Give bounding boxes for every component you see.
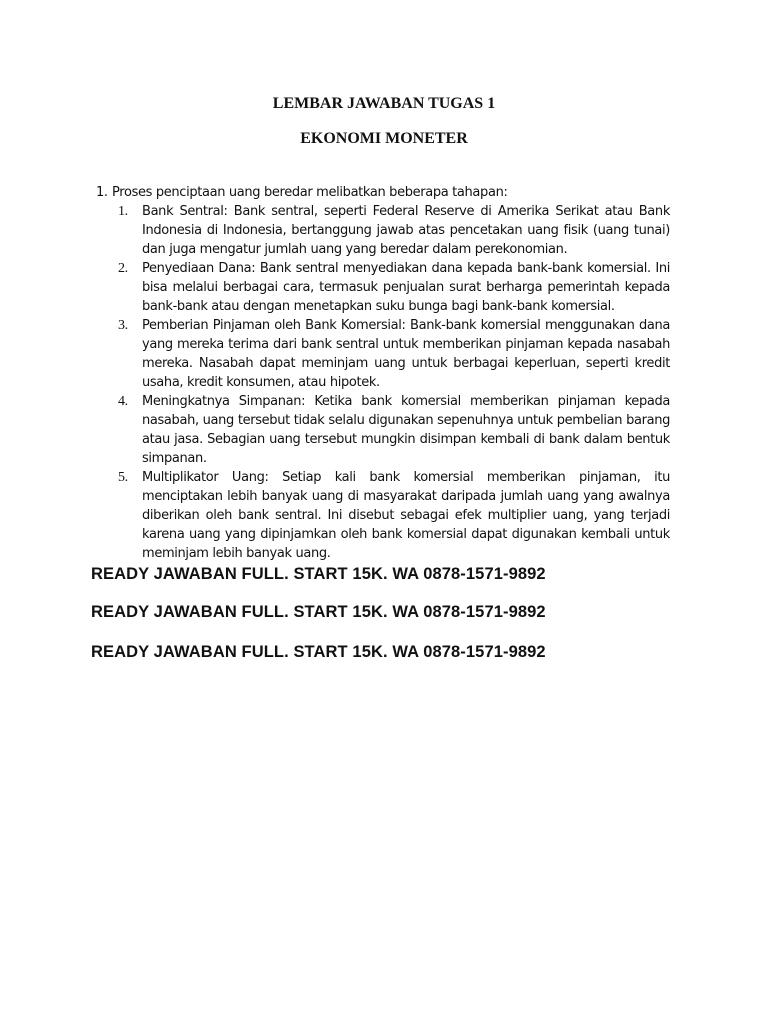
list-item-number: 4. [118,394,128,409]
list-item-text: Meningkatnya Simpanan: Ketika bank komersial memberikan pinjaman kepada nasabah, uang tersebut tidak selalu digunakan sepenuhnya untuk pembelian barang atau jasa. Sebagian uang tersebut mungkin disimpan kembali di bank dalam bentuk simpanan. [142,394,670,466]
promo-line-3: READY JAWABAN FULL. START 15K. WA 0878-1571-9892 [91,643,546,661]
question-1-heading [96,183,676,202]
list-item-number: 1. [118,204,128,219]
promo-line-1: READY JAWABAN FULL. START 15K. WA 0878-1571-9892 [91,565,546,583]
list-item-number: 3. [118,318,128,333]
document-title: LEMBAR JAWABAN TUGAS 1 [272,95,496,112]
document-subtitle: EKONOMI MONETER [300,130,468,147]
question-number: 1. [96,185,108,200]
list-item-number: 2. [118,261,128,276]
list-item [118,392,676,468]
question-1 [96,183,676,563]
list-item [118,316,676,392]
list-item [118,259,676,316]
list-item [118,468,676,563]
list-item-text: Pemberian Pinjaman oleh Bank Komersial: Bank-bank komersial menggunakan dana yang mereka terima dari bank sentral untuk memberikan pinjaman kepada nasabah mereka. Nasabah dapat meminjam uang untuk berbagai keperluan, seperti kredit usaha, kredit konsumen, atau hipotek. [142,318,670,390]
promo-line-2: READY JAWABAN FULL. START 15K. WA 0878-1571-9892 [91,603,546,621]
list-item-text: Penyediaan Dana: Bank sentral menyediakan dana kepada bank-bank komersial. Ini bisa melalui berbagai cara, termasuk penjualan surat berharga pemerintah kepada bank-bank atau dengan menetapkan suku bunga bagi bank-bank komersial. [142,261,670,314]
list-item-text: Multiplikator Uang: Setiap kali bank komersial memberikan pinjaman, itu menciptakan lebih banyak uang di masyarakat daripada jumlah uang yang awalnya diberikan oleh bank sentral. Ini disebut sebagai efek multiplier uang, yang terjadi karena uang yang dipinjamkan oleh bank komersial dapat digunakan kembali untuk meminjam lebih banyak uang. [142,470,670,561]
list-item [118,202,676,259]
question-intro: Proses penciptaan uang beredar melibatkan beberapa tahapan: [112,185,508,200]
list-item-text: Bank Sentral: Bank sentral, seperti Federal Reserve di Amerika Serikat atau Bank Indonesia di Indonesia, bertanggung jawab atas pencetakan uang fisik (uang tunai) dan juga mengatur jumlah uang yang beredar dalam perekonomian. [142,204,670,257]
step-list [96,202,676,563]
list-item-number: 5. [118,470,128,485]
